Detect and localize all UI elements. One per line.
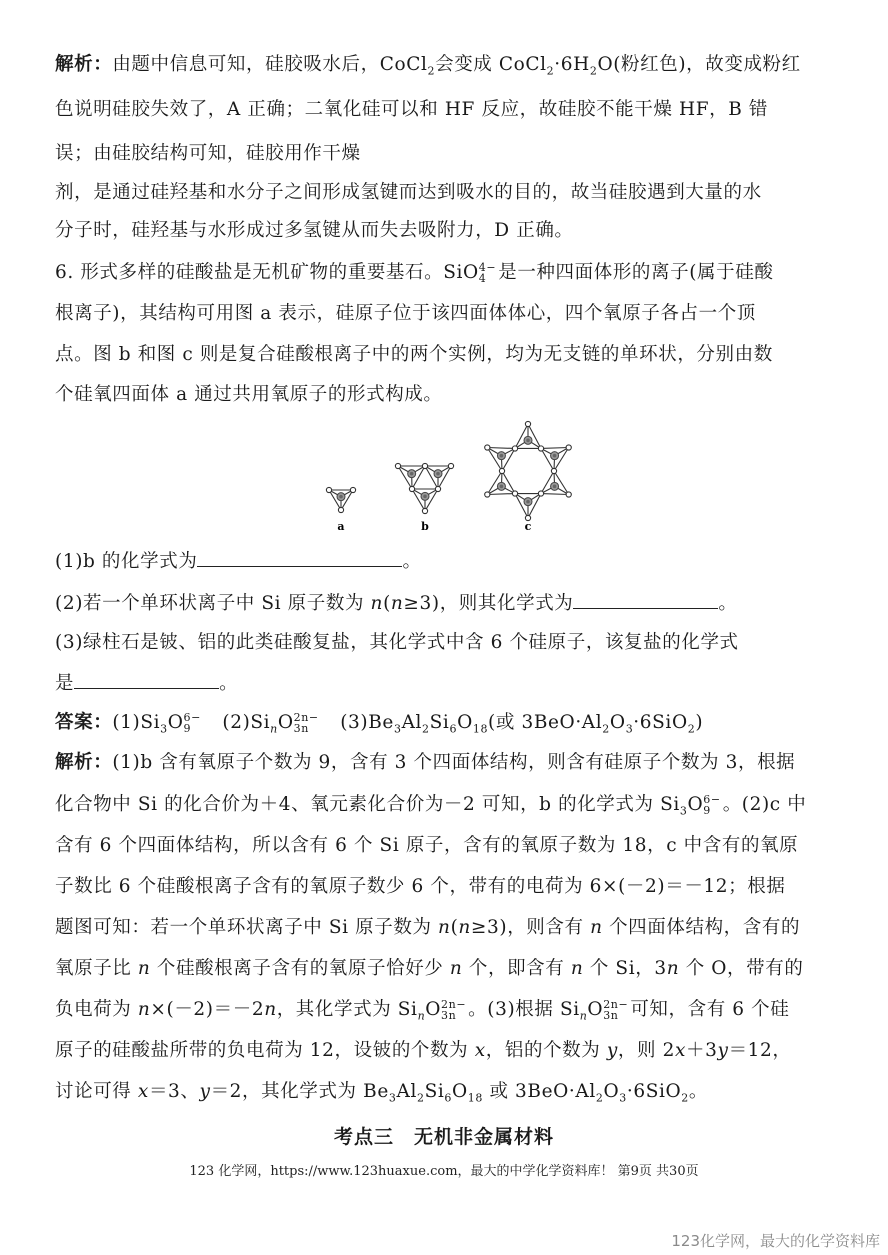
text: O [451,1081,468,1102]
text: (1)b 的化学式为 [55,551,198,572]
text: ) [695,712,704,733]
text: O [167,712,184,733]
analysis-line: 误；由硅胶结构可知，硅胶用作干燥 [55,143,361,164]
subscript: 2 [546,64,555,78]
subscript: n [417,1009,426,1023]
text: 由题中信息可知，硅胶吸水后，CoCl [112,54,428,75]
text: ( [383,593,391,614]
oxygen-atom [551,468,556,473]
text: 6. 形式多样的硅酸盐是无机矿物的重要基石。SiO [55,262,479,283]
subscript: 2 [427,64,436,78]
subscript: 3n [603,1009,619,1022]
subscript: n [270,722,278,736]
text: 个 Si，3 [583,958,667,979]
bond-line [487,494,515,495]
silicon-atom-core [410,472,414,476]
oxygen-atom [422,463,427,468]
subquestion-3-cont [55,672,835,695]
subscript: 3 [393,722,402,736]
subscript: 3 [388,1091,397,1105]
analysis-line [55,1081,835,1103]
oxygen-atom [326,487,331,492]
text: 。 [688,1081,709,1102]
section-title: 考点三 无机非金属材料 [333,1126,554,1148]
text: 个硅酸根离子含有的氧原子恰好少 [150,958,450,979]
oxygen-atom [566,445,571,450]
text: O [587,999,604,1020]
silicon-atom-core [500,485,504,489]
text: ·6SiO [626,1081,682,1102]
text: 题图可知：若一个单环状离子中 Si 原子数为 [55,917,439,938]
superscript-subscript [441,999,466,1021]
text: 讨论可得 [55,1081,138,1102]
subscript: 3 [679,804,688,818]
oxygen-atom [485,492,490,497]
text: ×(－2)＝－2 [150,999,265,1020]
text: 个，即含有 [462,958,571,979]
analysis-line: 含有 6 个四面体结构，所以含有 6 个 Si 原子，含有的氧原子数为 18，c 中含有的氧原 [55,835,799,856]
text: ≥3)，则含有 [470,917,591,938]
question-line: 根离子)，其结构可用图 a 表示，硅原子位于该四面体体心，四个氧原子各占一个顶 [55,303,756,324]
superscript-subscript [603,999,628,1021]
variable: n [666,958,680,979]
analysis-line [55,1040,835,1062]
oxygen-atom [435,486,440,491]
answer-blank-3[interactable] [74,672,219,689]
subscript: 2 [681,1091,689,1105]
oxygen-atom [409,486,414,491]
subscript: 2 [595,1091,604,1105]
text: Si [429,712,450,733]
subscript: 3 [160,722,168,736]
subscript: 2 [687,722,696,736]
text: 负电荷为 [55,999,138,1020]
text: Al [396,1081,417,1102]
text: Al [401,712,423,733]
silicon-atom-core [526,500,530,504]
analysis-line: 剂，是通过硅羟基和水分子之间形成氢键而达到吸水的目的，故当硅胶遇到大量的水 [55,182,762,203]
text: (3)Be [340,712,394,733]
text: ·6SiO [633,712,688,733]
superscript-subscript [294,712,319,734]
text: ，其化学式为 Si [276,999,418,1020]
answer-line [55,712,835,734]
text: ＝12， [728,1040,792,1061]
text: ＝3、 [148,1081,200,1102]
bond-line [541,448,569,449]
text: ，则 2 [617,1040,675,1061]
superscript: 6− [703,793,721,806]
answer-label: 答案： [55,712,113,733]
variable: x [674,1040,687,1061]
subscript: 3 [625,722,634,736]
subquestion-3: (3)绿柱石是铍、铝的此类硅酸复盐，其化学式中含 6 个硅原子，该复盐的化学式 [55,632,739,653]
oxygen-atom [395,463,400,468]
text: O [609,712,626,733]
text: O [277,712,294,733]
text: O [687,794,704,815]
text: (2)若一个单环状离子中 Si 原子数为 [55,593,371,614]
text: O [457,712,473,733]
oxygen-atom [448,463,453,468]
text: 是一种四面体形的离子(属于硅酸 [498,262,774,283]
text: 。 [402,551,422,572]
variable: y [606,1040,618,1061]
text: ＋3 [686,1040,718,1061]
oxygen-atom [512,446,517,451]
silicon-atom-core [436,472,440,476]
oxygen-atom [538,446,543,451]
analysis-label: 解析： [55,54,113,75]
text: (2)Si [222,712,271,733]
text: 氧原子比 [55,958,138,979]
subquestion-2 [55,592,835,615]
question-line: 个硅氧四面体 a 通过共用氧原子的形式构成。 [55,384,443,405]
figure-a-tetrahedron [326,487,355,512]
text: (1)Si [112,712,161,733]
variable: x [474,1040,486,1061]
analysis-label: 解析： [55,752,113,773]
oxygen-atom [350,487,355,492]
figure-label-c: c [524,520,532,533]
watermark: 123化学网，最大的化学资料库 [671,1232,880,1250]
figure-label-a: a [337,520,345,533]
bond-line [541,494,569,495]
subscript: 6 [444,1091,452,1105]
answer-blank-1[interactable] [197,550,402,567]
bond-line [487,448,515,449]
oxygen-atom [566,492,571,497]
text: ＝2，其化学式为 Be [210,1081,389,1102]
text: Si [424,1081,445,1102]
subscript: 2 [589,64,598,78]
text: 是 [55,673,75,694]
text: 个四面体结构，含有的 [602,917,801,938]
text: O [425,999,442,1020]
text: ，铝的个数为 [485,1040,607,1061]
oxygen-atom [338,507,343,512]
subscript: 6 [449,722,458,736]
superscript: 2n− [441,998,467,1011]
text: 。(3)根据 Si [468,999,580,1020]
question-line: 点。图 b 和图 c 则是复合硅酸根离子中的两个实例，均为无支链的单环状，分别由数 [55,344,773,365]
analysis-line [55,794,835,816]
figure-b-three-ring [395,463,453,513]
text: 。 [219,673,239,694]
question-line [55,262,835,284]
subquestion-1 [55,550,835,573]
analysis-line [55,999,835,1021]
text: 个 O，带有的 [679,958,804,979]
text: 化合物中 Si 的化合价为＋4、氧元素化合价为－2 可知，b 的化学式为 Si [55,794,680,815]
silicon-atom-core [553,485,557,489]
text: (或 3BeO·Al [488,712,603,733]
superscript-subscript [479,262,496,284]
silicon-atom-core [553,454,557,458]
subscript: 3 [619,1091,627,1105]
silicon-atom-core [423,495,427,499]
analysis-line [55,752,835,774]
superscript-subscript [703,794,720,816]
text: 原子的硅酸盐所带的负电荷为 12，设铍的个数为 [55,1040,475,1061]
oxygen-atom [525,421,530,426]
variable: n [370,593,384,614]
text: (1)b 含有氧原子个数为 9，含有 3 个四面体结构，则含有硅原子个数为 3，根据 [112,752,796,773]
text: ( [450,917,459,938]
analysis-line [55,917,835,939]
silicate-structure-figure [300,410,600,540]
analysis-line: 色说明硅胶失效了，A 正确；二氧化硅可以和 HF 反应，故硅胶不能干燥 HF，B 错 [55,99,768,120]
variable: n [264,999,277,1020]
analysis-line [55,958,835,980]
subscript: 9 [703,804,711,817]
subscript: 3n [293,722,309,735]
subscript: 2 [422,722,430,736]
variable: n [438,917,451,938]
variable: n [449,958,463,979]
text: ≥3)，则其化学式为 [403,593,574,614]
variable: n [590,917,603,938]
text: O(粉红色)，故变成粉红 [597,54,801,75]
silicon-atom-core [339,495,343,499]
superscript-subscript [184,712,201,734]
variable: n [570,958,584,979]
text: ·6H [554,54,590,75]
analysis-line: 子数比 6 个硅酸根离子含有的氧原子数少 6 个，带有的电荷为 6×(－2)＝－12；根据 [55,876,786,897]
subscript: n [579,1009,588,1023]
superscript: 2n− [293,711,319,724]
subscript: 2 [602,722,610,736]
oxygen-atom [485,445,490,450]
text: O [603,1081,620,1102]
text: 。 [718,593,738,614]
text: 可知，含有 6 个硅 [630,999,790,1020]
superscript: 2n− [603,998,629,1011]
variable: x [137,1081,149,1102]
variable: y [199,1081,211,1102]
variable: y [717,1040,729,1061]
variable: n [390,593,404,614]
silicon-atom-core [526,439,530,443]
analysis-line: 分子时，硅羟基与水形成过多氢键从而失去吸附力，D 正确。 [55,220,574,241]
variable: n [137,958,151,979]
subscript: 9 [183,722,192,735]
subscript: 3n [441,1009,457,1022]
silicon-atom-core [500,454,504,458]
subscript: 2 [416,1091,425,1105]
variable: n [458,917,471,938]
oxygen-atom [499,468,504,473]
text: 。(2)c 中 [722,794,807,815]
oxygen-atom [512,491,517,496]
subscript: 18 [467,1091,483,1105]
analysis-line [55,54,835,76]
superscript: 4− [478,261,497,274]
subscript: 4 [478,272,487,285]
superscript: 6− [183,711,201,724]
oxygen-atom [422,508,427,513]
page-footer: 123 化学网，https://www.123huaxue.com，最大的中学化学资料库！ 第9页 共30页 [189,1164,699,1179]
subscript: 18 [472,722,489,736]
text: 会变成 CoCl [435,54,547,75]
text: 或 3BeO·Al [482,1081,596,1102]
variable: n [137,999,151,1020]
oxygen-atom [538,491,543,496]
answer-blank-2[interactable] [573,592,718,609]
figure-c-six-ring [485,421,572,520]
figure-label-b: b [421,520,429,533]
